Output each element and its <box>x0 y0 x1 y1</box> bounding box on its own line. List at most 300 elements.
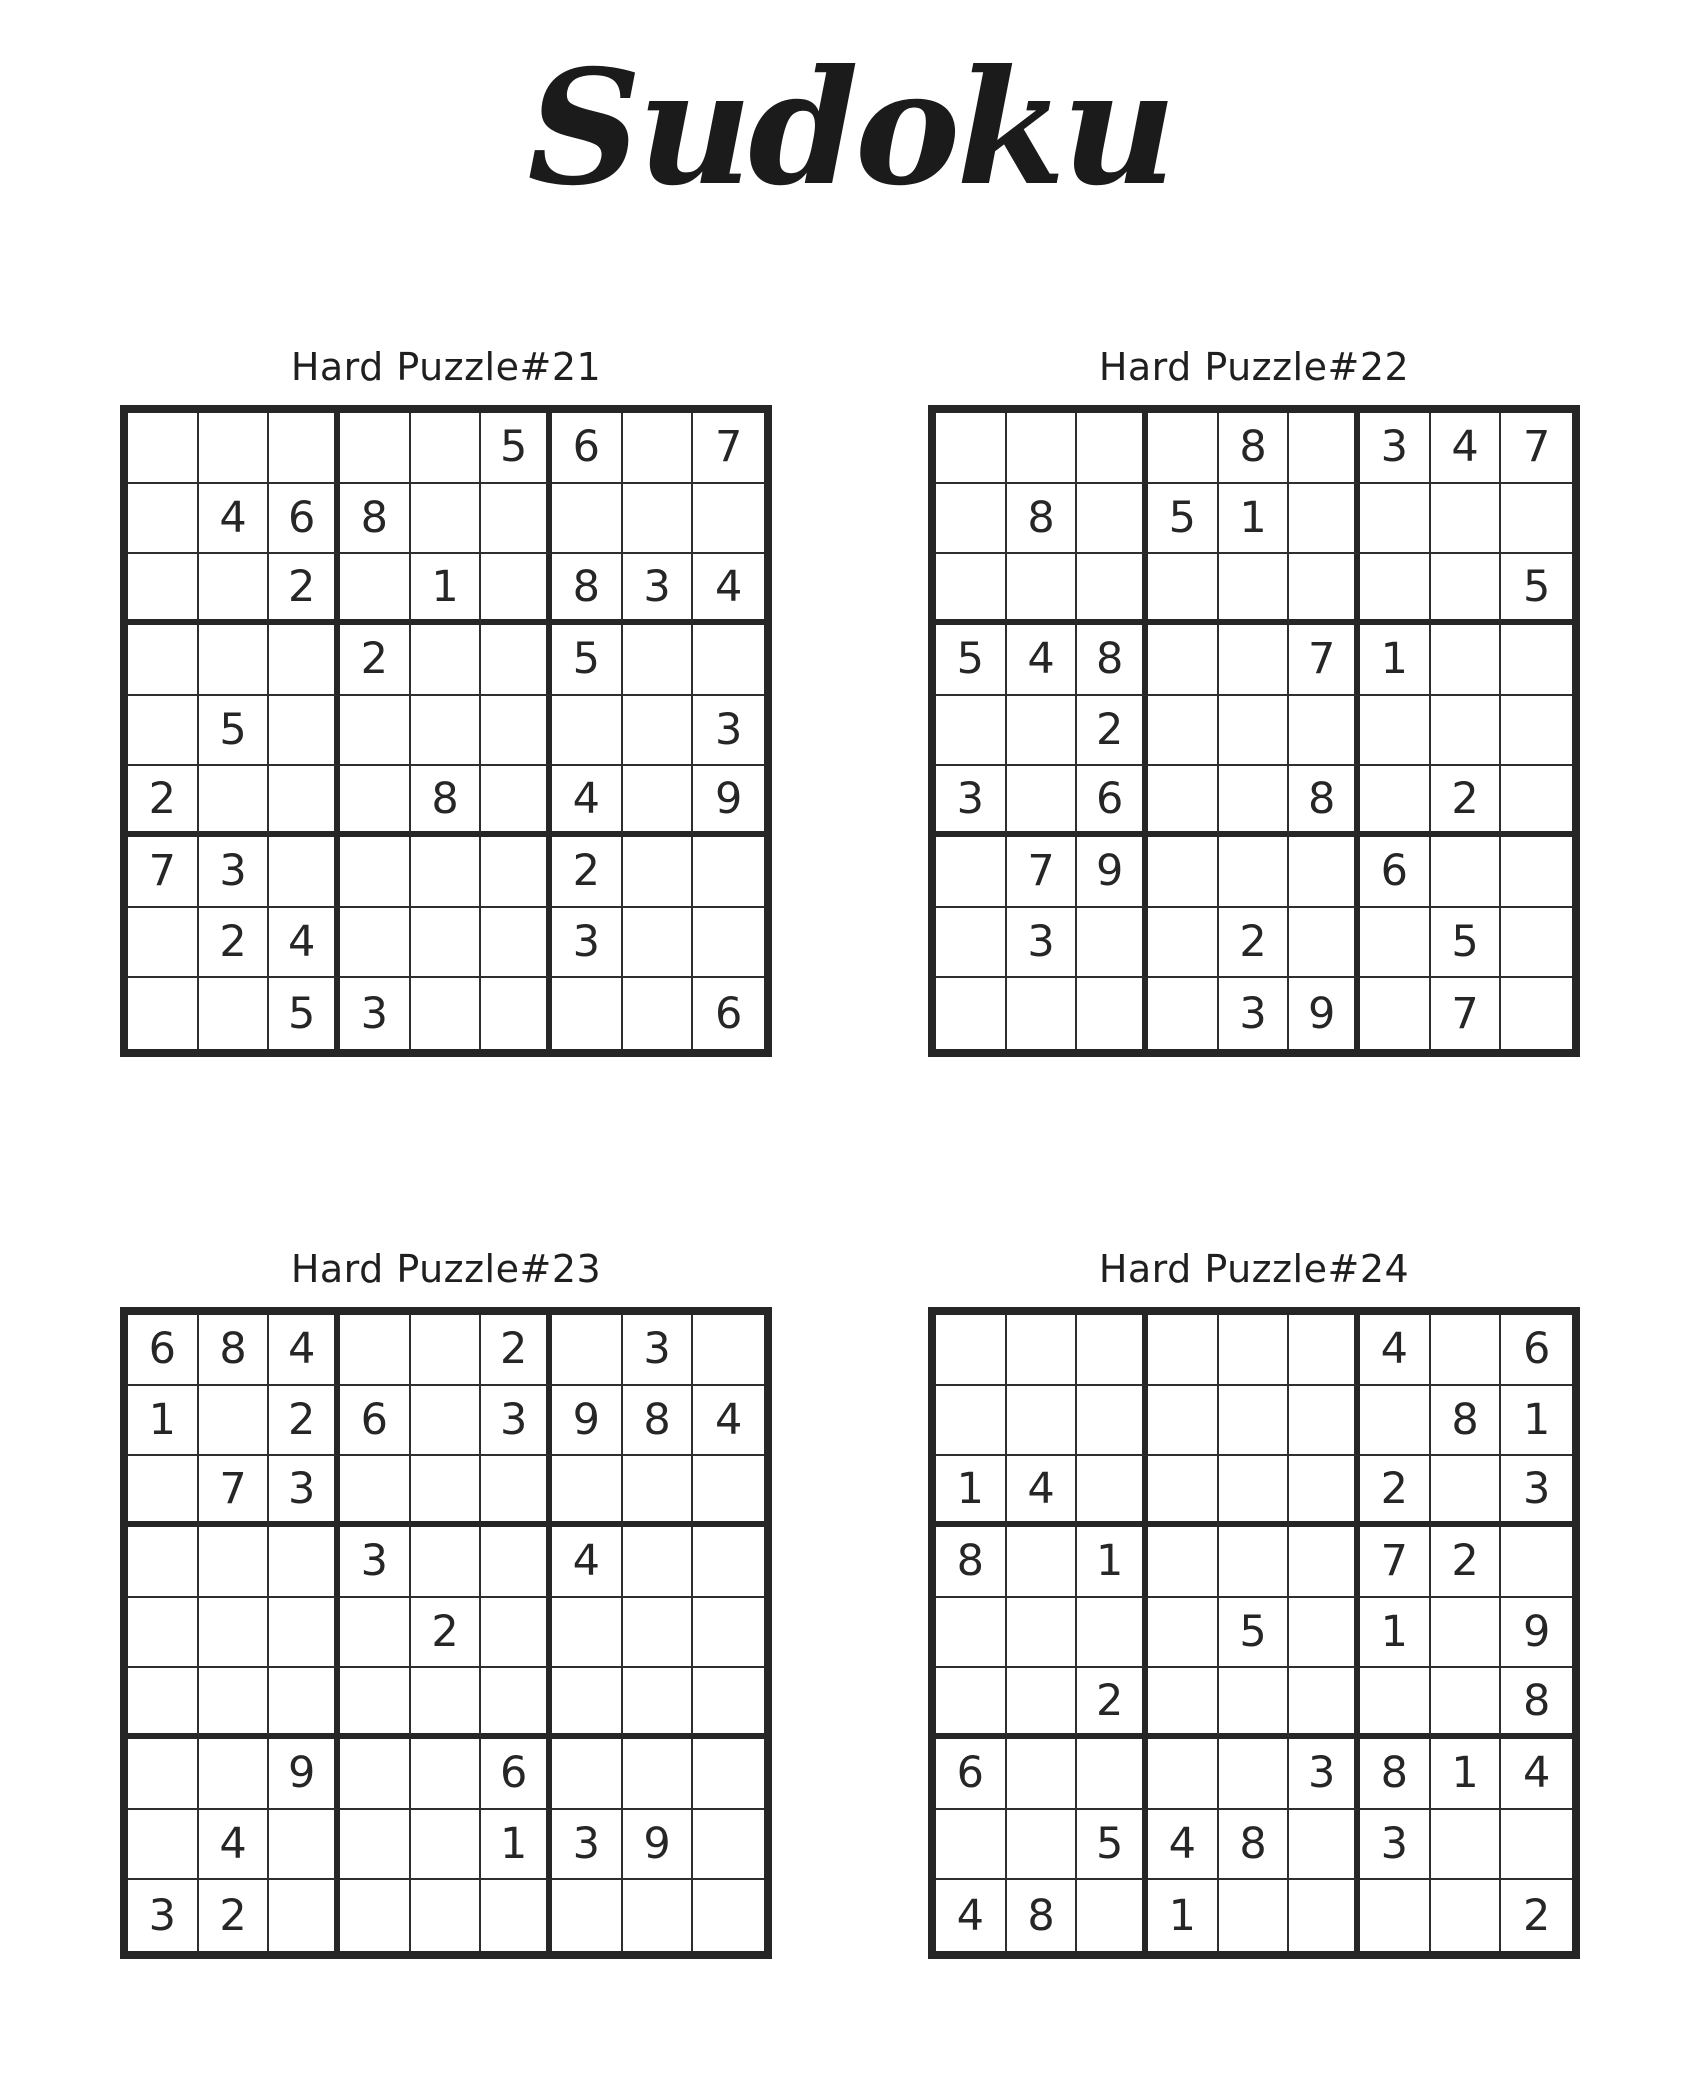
sudoku-cell-r5c5 <box>1219 696 1290 767</box>
sudoku-cell-r5c2 <box>1007 1598 1078 1669</box>
sudoku-cell-r9c2: 2 <box>199 1880 270 1951</box>
sudoku-cell-r2c1 <box>936 484 1007 555</box>
sudoku-cell-r6c5: 8 <box>411 766 482 837</box>
sudoku-cell-r2c5: 1 <box>1219 484 1290 555</box>
sudoku-cell-r9c7 <box>1360 978 1431 1049</box>
sudoku-cell-r9c9: 6 <box>693 978 764 1049</box>
sudoku-cell-r2c7: 9 <box>552 1386 623 1457</box>
sudoku-cell-r9c8 <box>623 1880 694 1951</box>
sudoku-cell-r2c6: 3 <box>481 1386 552 1457</box>
sudoku-cell-r1c3 <box>1077 413 1148 484</box>
sudoku-cell-r1c1 <box>936 413 1007 484</box>
puzzle-22 <box>928 345 1580 1057</box>
sudoku-cell-r1c7: 4 <box>1360 1315 1431 1386</box>
sudoku-cell-r3c4 <box>1148 1456 1219 1527</box>
sudoku-cell-r8c4 <box>340 1810 411 1881</box>
sudoku-cell-r5c6 <box>1289 1598 1360 1669</box>
sudoku-cell-r5c6 <box>481 1598 552 1669</box>
sudoku-cell-r7c3: 9 <box>269 1739 340 1810</box>
sudoku-cell-r2c6 <box>1289 1386 1360 1457</box>
sudoku-cell-r6c4 <box>340 766 411 837</box>
sudoku-cell-r4c5 <box>411 1527 482 1598</box>
sudoku-cell-r4c7: 5 <box>552 625 623 696</box>
sudoku-grid-22 <box>928 405 1580 1057</box>
sudoku-cell-r8c7: 3 <box>1360 1810 1431 1881</box>
sudoku-cell-r4c2: 4 <box>1007 625 1078 696</box>
sudoku-cell-r2c9 <box>693 484 764 555</box>
sudoku-cell-r9c3 <box>1077 1880 1148 1951</box>
sudoku-cell-r1c6 <box>1289 413 1360 484</box>
sudoku-cell-r2c6 <box>481 484 552 555</box>
sudoku-cell-r3c5 <box>1219 1456 1290 1527</box>
sudoku-cell-r3c1 <box>936 554 1007 625</box>
sudoku-cell-r1c9: 7 <box>1501 413 1572 484</box>
sudoku-cell-r1c3 <box>1077 1315 1148 1386</box>
sudoku-cell-r2c7 <box>1360 1386 1431 1457</box>
sudoku-cell-r2c8 <box>1431 484 1502 555</box>
sudoku-cell-r8c9 <box>1501 1810 1572 1881</box>
sudoku-cell-r9c4 <box>1148 978 1219 1049</box>
sudoku-cell-r6c3: 6 <box>1077 766 1148 837</box>
sudoku-cell-r3c1 <box>128 554 199 625</box>
sudoku-cell-r6c7 <box>552 1668 623 1739</box>
sudoku-cell-r3c1: 1 <box>936 1456 1007 1527</box>
sudoku-cell-r1c4 <box>340 413 411 484</box>
sudoku-cell-r7c1: 6 <box>936 1739 1007 1810</box>
sudoku-cell-r4c8 <box>1431 625 1502 696</box>
sudoku-cell-r9c5: 3 <box>1219 978 1290 1049</box>
sudoku-cell-r7c8 <box>1431 837 1502 908</box>
sudoku-cell-r3c4 <box>340 1456 411 1527</box>
sudoku-cell-r5c5: 2 <box>411 1598 482 1669</box>
sudoku-cell-r7c3 <box>269 837 340 908</box>
sudoku-cell-r8c4 <box>1148 908 1219 979</box>
sudoku-cell-r3c5 <box>411 1456 482 1527</box>
sudoku-cell-r4c3 <box>269 1527 340 1598</box>
sudoku-cell-r4c1: 8 <box>936 1527 1007 1598</box>
sudoku-cell-r1c5 <box>411 413 482 484</box>
sudoku-cell-r7c9 <box>693 1739 764 1810</box>
sudoku-cell-r3c7: 8 <box>552 554 623 625</box>
sudoku-cell-r4c8 <box>623 1527 694 1598</box>
sudoku-cell-r4c2 <box>199 1527 270 1598</box>
sudoku-cell-r5c4 <box>340 696 411 767</box>
sudoku-cell-r5c9 <box>1501 696 1572 767</box>
sudoku-cell-r8c4: 4 <box>1148 1810 1219 1881</box>
sudoku-cell-r8c1 <box>128 1810 199 1881</box>
sudoku-cell-r7c8 <box>623 1739 694 1810</box>
sudoku-cell-r5c3 <box>1077 1598 1148 1669</box>
sudoku-cell-r9c9 <box>693 1880 764 1951</box>
sudoku-cell-r5c7: 1 <box>1360 1598 1431 1669</box>
sudoku-cell-r2c8 <box>623 484 694 555</box>
sudoku-cell-r9c5 <box>411 1880 482 1951</box>
sudoku-cell-r7c8 <box>623 837 694 908</box>
sudoku-cell-r4c6 <box>1289 1527 1360 1598</box>
sudoku-cell-r6c1: 3 <box>936 766 1007 837</box>
sudoku-cell-r5c9 <box>693 1598 764 1669</box>
sudoku-cell-r6c8 <box>623 1668 694 1739</box>
sudoku-cell-r9c1: 3 <box>128 1880 199 1951</box>
sudoku-cell-r5c6 <box>481 696 552 767</box>
sudoku-cell-r1c4 <box>1148 1315 1219 1386</box>
sudoku-cell-r5c3 <box>269 696 340 767</box>
sudoku-cell-r6c6 <box>1289 1668 1360 1739</box>
sudoku-cell-r4c4: 2 <box>340 625 411 696</box>
sudoku-cell-r1c2 <box>1007 413 1078 484</box>
sudoku-cell-r1c8 <box>623 413 694 484</box>
sudoku-cell-r1c4 <box>1148 413 1219 484</box>
sudoku-cell-r6c7 <box>1360 766 1431 837</box>
sudoku-cell-r6c3 <box>269 766 340 837</box>
sudoku-cell-r5c9: 3 <box>693 696 764 767</box>
sudoku-cell-r8c2: 3 <box>1007 908 1078 979</box>
sudoku-cell-r1c2: 8 <box>199 1315 270 1386</box>
sudoku-cell-r4c7: 1 <box>1360 625 1431 696</box>
sudoku-cell-r1c7: 3 <box>1360 413 1431 484</box>
sudoku-cell-r1c3 <box>269 413 340 484</box>
sudoku-cell-r6c2 <box>199 766 270 837</box>
sudoku-cell-r5c8 <box>623 1598 694 1669</box>
sudoku-cell-r7c2 <box>1007 1739 1078 1810</box>
sudoku-cell-r5c2 <box>199 1598 270 1669</box>
sudoku-cell-r9c6: 9 <box>1289 978 1360 1049</box>
sudoku-cell-r7c3: 9 <box>1077 837 1148 908</box>
sudoku-cell-r7c9 <box>693 837 764 908</box>
sudoku-cell-r5c7 <box>552 1598 623 1669</box>
sudoku-cell-r6c3 <box>269 1668 340 1739</box>
puzzle-22-title: Hard Puzzle#22 <box>1098 345 1410 389</box>
sudoku-cell-r5c8 <box>623 696 694 767</box>
sudoku-cell-r1c4 <box>340 1315 411 1386</box>
sudoku-cell-r2c5 <box>411 1386 482 1457</box>
page-title: Sudoku <box>527 36 1173 221</box>
sudoku-cell-r7c5 <box>411 1739 482 1810</box>
sudoku-cell-r1c5: 8 <box>1219 413 1290 484</box>
sudoku-cell-r2c7 <box>1360 484 1431 555</box>
sudoku-cell-r4c1 <box>128 625 199 696</box>
sudoku-cell-r9c3 <box>269 1880 340 1951</box>
sudoku-cell-r6c6 <box>481 766 552 837</box>
sudoku-cell-r5c4 <box>340 1598 411 1669</box>
sudoku-cell-r9c1 <box>128 978 199 1049</box>
sudoku-cell-r1c9: 7 <box>693 413 764 484</box>
sudoku-cell-r7c5 <box>411 837 482 908</box>
sudoku-cell-r2c1 <box>128 484 199 555</box>
sudoku-cell-r9c4: 1 <box>1148 1880 1219 1951</box>
sudoku-cell-r6c5 <box>411 1668 482 1739</box>
sudoku-cell-r8c9 <box>693 1810 764 1881</box>
sudoku-cell-r3c7 <box>552 1456 623 1527</box>
sudoku-cell-r7c6: 3 <box>1289 1739 1360 1810</box>
sudoku-cell-r4c8: 2 <box>1431 1527 1502 1598</box>
sudoku-cell-r8c6 <box>1289 1810 1360 1881</box>
sudoku-cell-r3c8 <box>623 1456 694 1527</box>
sudoku-cell-r1c7: 6 <box>552 413 623 484</box>
sudoku-cell-r8c7: 3 <box>552 1810 623 1881</box>
sudoku-cell-r2c3: 2 <box>269 1386 340 1457</box>
sudoku-cell-r5c1 <box>128 1598 199 1669</box>
sudoku-cell-r7c1 <box>936 837 1007 908</box>
sudoku-cell-r1c8: 4 <box>1431 413 1502 484</box>
sudoku-cell-r5c1 <box>936 1598 1007 1669</box>
sudoku-cell-r2c2: 4 <box>199 484 270 555</box>
sudoku-cell-r2c2 <box>199 1386 270 1457</box>
sudoku-cell-r3c6 <box>1289 554 1360 625</box>
sudoku-cell-r4c9 <box>693 625 764 696</box>
sudoku-cell-r9c9 <box>1501 978 1572 1049</box>
sudoku-cell-r1c1 <box>128 413 199 484</box>
sudoku-cell-r6c1 <box>128 1668 199 1739</box>
sudoku-cell-r3c3 <box>1077 1456 1148 1527</box>
sudoku-cell-r2c4 <box>1148 1386 1219 1457</box>
sudoku-cell-r6c2 <box>1007 1668 1078 1739</box>
puzzle-23 <box>120 1247 772 1959</box>
sudoku-cell-r5c8 <box>1431 1598 1502 1669</box>
sudoku-cell-r4c7: 4 <box>552 1527 623 1598</box>
sudoku-cell-r8c2: 2 <box>199 908 270 979</box>
sudoku-cell-r5c9: 9 <box>1501 1598 1572 1669</box>
sudoku-cell-r7c4 <box>1148 1739 1219 1810</box>
sudoku-cell-r9c4 <box>340 1880 411 1951</box>
sudoku-cell-r5c4 <box>1148 696 1219 767</box>
sudoku-cell-r3c5: 1 <box>411 554 482 625</box>
sudoku-grid-24 <box>928 1307 1580 1959</box>
sudoku-cell-r6c7 <box>1360 1668 1431 1739</box>
sudoku-cell-r1c2 <box>199 413 270 484</box>
sudoku-cell-r4c4: 3 <box>340 1527 411 1598</box>
sudoku-cell-r6c5 <box>1219 766 1290 837</box>
sudoku-cell-r1c7 <box>552 1315 623 1386</box>
sudoku-cell-r6c8: 2 <box>1431 766 1502 837</box>
sudoku-cell-r3c6 <box>481 554 552 625</box>
sudoku-cell-r2c1 <box>936 1386 1007 1457</box>
sudoku-cell-r9c8: 7 <box>1431 978 1502 1049</box>
sudoku-cell-r9c5 <box>1219 1880 1290 1951</box>
sudoku-cell-r4c5 <box>1219 625 1290 696</box>
sudoku-cell-r4c5 <box>1219 1527 1290 1598</box>
sudoku-cell-r8c6: 1 <box>481 1810 552 1881</box>
sudoku-cell-r3c9: 5 <box>1501 554 1572 625</box>
sudoku-cell-r8c9 <box>1501 908 1572 979</box>
sudoku-cell-r8c5: 8 <box>1219 1810 1290 1881</box>
sudoku-cell-r2c9: 4 <box>693 1386 764 1457</box>
sudoku-cell-r7c5 <box>1219 1739 1290 1810</box>
sudoku-cell-r2c7 <box>552 484 623 555</box>
sudoku-cell-r7c6 <box>1289 837 1360 908</box>
sudoku-cell-r9c9: 2 <box>1501 1880 1572 1951</box>
sudoku-cell-r6c5 <box>1219 1668 1290 1739</box>
sudoku-cell-r2c8: 8 <box>623 1386 694 1457</box>
sudoku-cell-r1c2 <box>1007 1315 1078 1386</box>
sudoku-cell-r7c5 <box>1219 837 1290 908</box>
sudoku-cell-r8c8 <box>1431 1810 1502 1881</box>
sudoku-cell-r8c3 <box>1077 908 1148 979</box>
sudoku-cell-r5c2 <box>1007 696 1078 767</box>
sudoku-cell-r9c6 <box>481 1880 552 1951</box>
sudoku-cell-r8c2: 4 <box>199 1810 270 1881</box>
sudoku-cell-r3c2: 4 <box>1007 1456 1078 1527</box>
sudoku-cell-r3c5 <box>1219 554 1290 625</box>
sudoku-cell-r2c5 <box>411 484 482 555</box>
sudoku-cell-r6c9: 9 <box>693 766 764 837</box>
sudoku-cell-r8c8: 9 <box>623 1810 694 1881</box>
sudoku-cell-r8c8 <box>623 908 694 979</box>
sudoku-cell-r4c6 <box>481 1527 552 1598</box>
sudoku-cell-r3c3 <box>1077 554 1148 625</box>
sudoku-cell-r9c1 <box>936 978 1007 1049</box>
sudoku-cell-r3c7: 2 <box>1360 1456 1431 1527</box>
sudoku-cell-r6c9 <box>1501 766 1572 837</box>
sudoku-cell-r3c2: 7 <box>199 1456 270 1527</box>
sudoku-cell-r6c2 <box>1007 766 1078 837</box>
sudoku-cell-r4c9 <box>693 1527 764 1598</box>
sudoku-cell-r6c8 <box>1431 1668 1502 1739</box>
sudoku-cell-r4c7: 7 <box>1360 1527 1431 1598</box>
sudoku-cell-r4c1: 5 <box>936 625 1007 696</box>
sudoku-cell-r6c2 <box>199 1668 270 1739</box>
sudoku-cell-r7c4 <box>340 1739 411 1810</box>
sudoku-cell-r6c8 <box>623 766 694 837</box>
sudoku-cell-r2c9: 1 <box>1501 1386 1572 1457</box>
sudoku-cell-r1c8 <box>1431 1315 1502 1386</box>
sudoku-cell-r1c6: 2 <box>481 1315 552 1386</box>
sudoku-cell-r3c3: 3 <box>269 1456 340 1527</box>
puzzle-21 <box>120 345 772 1057</box>
sudoku-cell-r1c9: 6 <box>1501 1315 1572 1386</box>
sudoku-cell-r5c5: 5 <box>1219 1598 1290 1669</box>
sudoku-cell-r2c2: 8 <box>1007 484 1078 555</box>
sudoku-cell-r9c2: 8 <box>1007 1880 1078 1951</box>
puzzle-21-title: Hard Puzzle#21 <box>290 345 602 389</box>
sudoku-cell-r4c3: 8 <box>1077 625 1148 696</box>
sudoku-cell-r3c3: 2 <box>269 554 340 625</box>
sudoku-cell-r2c1: 1 <box>128 1386 199 1457</box>
sudoku-cell-r2c4: 8 <box>340 484 411 555</box>
sudoku-cell-r5c3 <box>269 1598 340 1669</box>
sudoku-cell-r9c5 <box>411 978 482 1049</box>
sudoku-cell-r3c4 <box>340 554 411 625</box>
sudoku-cell-r8c5 <box>411 908 482 979</box>
sudoku-cell-r9c8 <box>623 978 694 1049</box>
sudoku-cell-r5c1 <box>936 696 1007 767</box>
sudoku-cell-r6c3: 2 <box>1077 1668 1148 1739</box>
sudoku-cell-r9c3: 5 <box>269 978 340 1049</box>
sudoku-cell-r9c7 <box>552 1880 623 1951</box>
sudoku-cell-r4c9 <box>1501 1527 1572 1598</box>
sudoku-cell-r7c7 <box>552 1739 623 1810</box>
sudoku-cell-r2c3: 6 <box>269 484 340 555</box>
puzzle-24 <box>928 1247 1580 1959</box>
sudoku-cell-r2c4: 5 <box>1148 484 1219 555</box>
sudoku-cell-r6c9: 8 <box>1501 1668 1572 1739</box>
sudoku-cell-r5c5 <box>411 696 482 767</box>
sudoku-cell-r3c8: 3 <box>623 554 694 625</box>
sudoku-cell-r2c2 <box>1007 1386 1078 1457</box>
sudoku-cell-r2c9 <box>1501 484 1572 555</box>
sudoku-cell-r8c1 <box>936 908 1007 979</box>
sudoku-cell-r4c4 <box>1148 625 1219 696</box>
sudoku-cell-r7c1: 7 <box>128 837 199 908</box>
sudoku-cell-r7c7: 8 <box>1360 1739 1431 1810</box>
sudoku-cell-r8c4 <box>340 908 411 979</box>
sudoku-cell-r8c2 <box>1007 1810 1078 1881</box>
sudoku-cell-r2c8: 8 <box>1431 1386 1502 1457</box>
sudoku-cell-r2c4: 6 <box>340 1386 411 1457</box>
sudoku-cell-r3c9: 3 <box>1501 1456 1572 1527</box>
sudoku-cell-r6c1: 2 <box>128 766 199 837</box>
sudoku-cell-r4c6: 7 <box>1289 625 1360 696</box>
sudoku-cell-r1c5 <box>411 1315 482 1386</box>
sudoku-cell-r5c3: 2 <box>1077 696 1148 767</box>
sudoku-cell-r4c8 <box>623 625 694 696</box>
sudoku-cell-r3c8 <box>1431 554 1502 625</box>
sudoku-cell-r9c2 <box>199 978 270 1049</box>
sudoku-cell-r9c8 <box>1431 1880 1502 1951</box>
sudoku-cell-r5c6 <box>1289 696 1360 767</box>
sudoku-cell-r9c6 <box>1289 1880 1360 1951</box>
sudoku-cell-r3c6 <box>1289 1456 1360 1527</box>
sudoku-cell-r4c3: 1 <box>1077 1527 1148 1598</box>
sudoku-cell-r7c2: 3 <box>199 837 270 908</box>
sudoku-cell-r5c7 <box>1360 696 1431 767</box>
sudoku-cell-r6c9 <box>693 1668 764 1739</box>
sudoku-cell-r9c7 <box>1360 1880 1431 1951</box>
sudoku-grid-23 <box>120 1307 772 1959</box>
sudoku-cell-r8c6 <box>1289 908 1360 979</box>
sudoku-cell-r6c7: 4 <box>552 766 623 837</box>
sudoku-cell-r8c7: 3 <box>552 908 623 979</box>
sudoku-cell-r8c7 <box>1360 908 1431 979</box>
sudoku-cell-r6c6: 8 <box>1289 766 1360 837</box>
puzzle-23-title: Hard Puzzle#23 <box>290 1247 602 1291</box>
sudoku-cell-r1c9 <box>693 1315 764 1386</box>
sudoku-cell-r9c1: 4 <box>936 1880 1007 1951</box>
sudoku-cell-r7c8: 1 <box>1431 1739 1502 1810</box>
sudoku-cell-r3c8 <box>1431 1456 1502 1527</box>
sudoku-cell-r4c3 <box>269 625 340 696</box>
sudoku-cell-r7c9: 4 <box>1501 1739 1572 1810</box>
sudoku-cell-r5c4 <box>1148 1598 1219 1669</box>
sudoku-cell-r2c3 <box>1077 1386 1148 1457</box>
sudoku-cell-r9c4: 3 <box>340 978 411 1049</box>
sudoku-cell-r8c5: 2 <box>1219 908 1290 979</box>
sudoku-cell-r4c4 <box>1148 1527 1219 1598</box>
sudoku-cell-r8c3: 5 <box>1077 1810 1148 1881</box>
sudoku-cell-r7c2 <box>199 1739 270 1810</box>
sudoku-cell-r8c3 <box>269 1810 340 1881</box>
sudoku-cell-r1c5 <box>1219 1315 1290 1386</box>
sudoku-cell-r7c1 <box>128 1739 199 1810</box>
sudoku-cell-r7c2: 7 <box>1007 837 1078 908</box>
sudoku-cell-r1c1: 6 <box>128 1315 199 1386</box>
sudoku-cell-r4c1 <box>128 1527 199 1598</box>
sudoku-cell-r4c6 <box>481 625 552 696</box>
sudoku-cell-r8c3: 4 <box>269 908 340 979</box>
sudoku-cell-r7c4 <box>340 837 411 908</box>
sudoku-cell-r7c6 <box>481 837 552 908</box>
sudoku-cell-r1c8: 3 <box>623 1315 694 1386</box>
sudoku-cell-r7c3 <box>1077 1739 1148 1810</box>
sudoku-cell-r5c8 <box>1431 696 1502 767</box>
sudoku-cell-r7c6: 6 <box>481 1739 552 1810</box>
sudoku-cell-r5c1 <box>128 696 199 767</box>
sudoku-cell-r3c7 <box>1360 554 1431 625</box>
sudoku-cell-r3c2 <box>199 554 270 625</box>
sudoku-cell-r7c9 <box>1501 837 1572 908</box>
sudoku-cell-r4c5 <box>411 625 482 696</box>
sudoku-cell-r8c1 <box>936 1810 1007 1881</box>
